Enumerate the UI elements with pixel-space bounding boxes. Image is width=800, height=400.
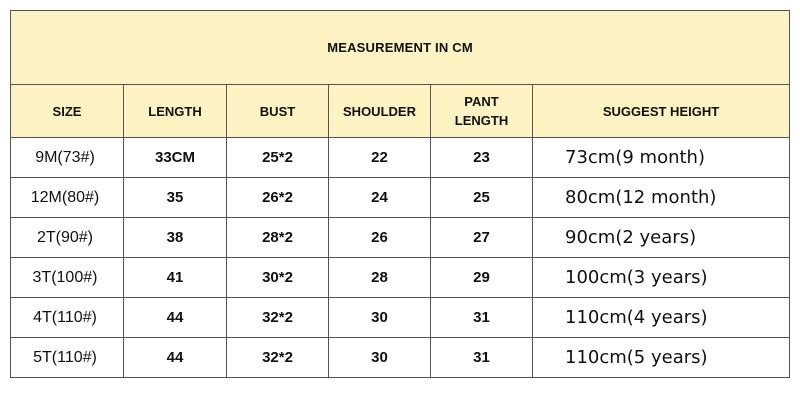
cell-length: 35: [124, 178, 227, 218]
table-title: MEASUREMENT IN CM: [11, 11, 790, 85]
cell-bust: 32*2: [227, 338, 329, 378]
header-bust: BUST: [227, 85, 329, 138]
header-shoulder: SHOULDER: [329, 85, 431, 138]
cell-length: 38: [124, 218, 227, 258]
cell-length: 33CM: [124, 138, 227, 178]
cell-shoulder: 22: [329, 138, 431, 178]
cell-shoulder: 28: [329, 258, 431, 298]
cell-shoulder: 24: [329, 178, 431, 218]
table-row: [11, 258, 790, 298]
cell-length: 44: [124, 338, 227, 378]
table-title-row: [11, 11, 790, 85]
header-size: SIZE: [11, 85, 124, 138]
cell-bust: 30*2: [227, 258, 329, 298]
cell-size: 2T(90#): [11, 218, 124, 258]
cell-bust: 28*2: [227, 218, 329, 258]
cell-size: 3T(100#): [11, 258, 124, 298]
table-row: [11, 218, 790, 258]
cell-bust: 32*2: [227, 298, 329, 338]
cell-shoulder: 26: [329, 218, 431, 258]
cell-shoulder: 30: [329, 298, 431, 338]
cell-suggest-height: 90cm(2 years): [533, 218, 790, 258]
header-length: LENGTH: [124, 85, 227, 138]
cell-suggest-height: 110cm(5 years): [533, 338, 790, 378]
cell-pant-length: 31: [431, 338, 533, 378]
table-row: [11, 338, 790, 378]
cell-suggest-height: 73cm(9 month): [533, 138, 790, 178]
cell-pant-length: 23: [431, 138, 533, 178]
header-suggest-height: SUGGEST HEIGHT: [533, 85, 790, 138]
cell-size: 4T(110#): [11, 298, 124, 338]
cell-length: 44: [124, 298, 227, 338]
cell-pant-length: 27: [431, 218, 533, 258]
size-chart-table: [10, 10, 790, 378]
cell-size: 9M(73#): [11, 138, 124, 178]
table-row: [11, 178, 790, 218]
cell-suggest-height: 80cm(12 month): [533, 178, 790, 218]
header-pant-length-line2: LENGTH: [454, 113, 509, 128]
cell-length: 41: [124, 258, 227, 298]
cell-pant-length: 25: [431, 178, 533, 218]
cell-bust: 26*2: [227, 178, 329, 218]
header-pant-length-line1: PANT: [464, 94, 499, 109]
cell-suggest-height: 110cm(4 years): [533, 298, 790, 338]
cell-size: 5T(110#): [11, 338, 124, 378]
cell-shoulder: 30: [329, 338, 431, 378]
cell-bust: 25*2: [227, 138, 329, 178]
header-pant-length: [431, 85, 533, 138]
cell-suggest-height: 100cm(3 years): [533, 258, 790, 298]
table-row: [11, 138, 790, 178]
table-row: [11, 298, 790, 338]
table-header-row: [11, 85, 790, 138]
cell-pant-length: 31: [431, 298, 533, 338]
cell-pant-length: 29: [431, 258, 533, 298]
cell-size: 12M(80#): [11, 178, 124, 218]
